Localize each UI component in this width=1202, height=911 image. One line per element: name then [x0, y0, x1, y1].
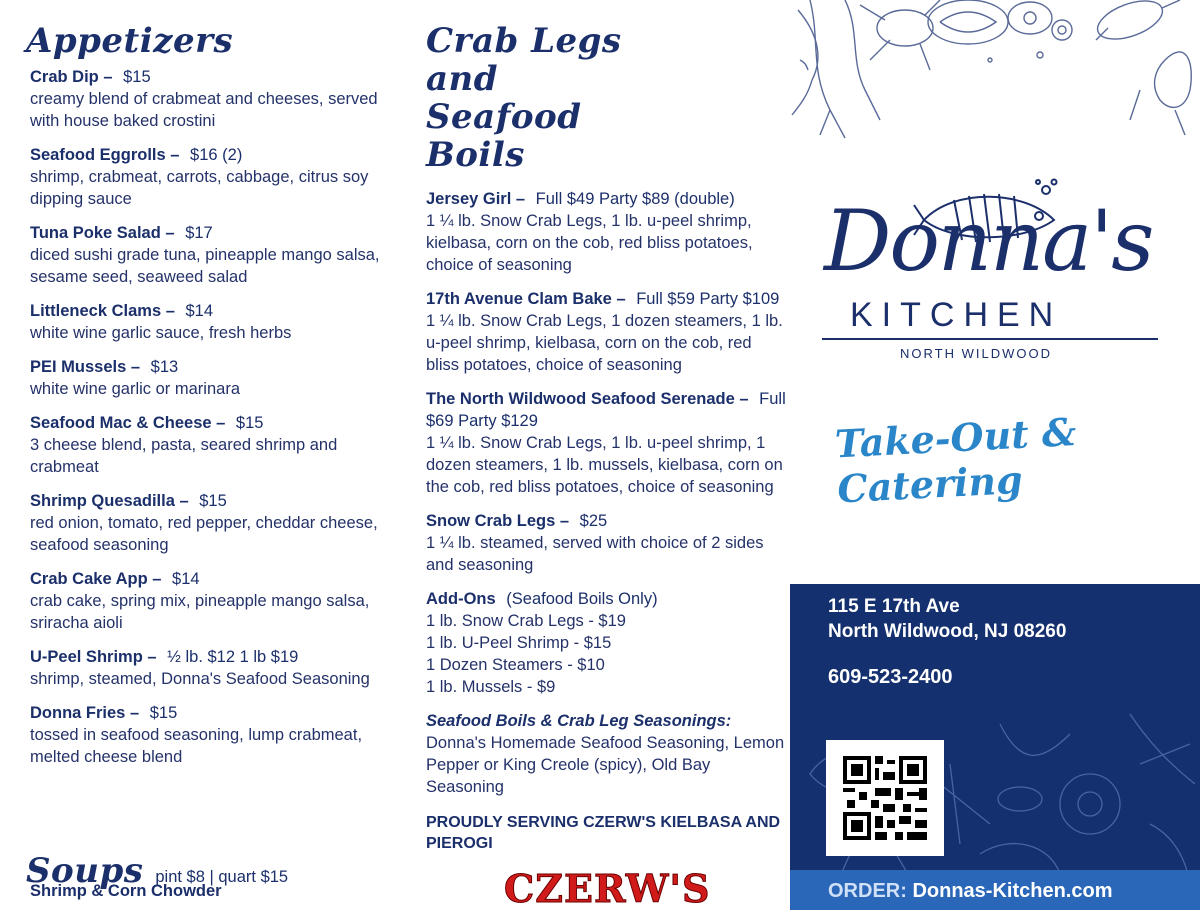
menu-item-dash: – — [611, 290, 631, 308]
menu-item-desc: crab cake, spring mix, pineapple mango salsa, sriracha aioli — [30, 592, 370, 632]
menu-item — [426, 288, 786, 376]
menu-item-dash: – — [211, 414, 230, 432]
brand-logo — [820, 178, 1170, 368]
logo-divider — [822, 338, 1158, 340]
menu-item — [426, 188, 786, 276]
menu-item-name: Tuna Poke Salad — [30, 224, 161, 242]
menu-item-desc: 3 cheese blend, pasta, seared shrimp and crabmeat — [30, 436, 338, 476]
addon-line: 1 lb. U-Peel Shrimp - $15 — [426, 634, 612, 652]
order-website[interactable] — [828, 880, 1112, 903]
boils-title-line1: Crab Legs and — [426, 21, 622, 99]
menu-item-dash: – — [161, 302, 180, 320]
menu-item-desc: shrimp, steamed, Donna's Seafood Seasoning — [30, 670, 370, 688]
order-label: ORDER: — [828, 880, 907, 902]
menu-item-dash: – — [142, 648, 162, 666]
seasonings-title: Seafood Boils & Crab Leg Seasonings: — [426, 712, 732, 730]
menu-item-name: Seafood Eggrolls — [30, 146, 166, 164]
brand-kitchen: KITCHEN — [850, 296, 1063, 334]
soup-item-name: Shrimp & Corn Chowder — [30, 882, 222, 900]
seafood-illustration — [790, 0, 1200, 140]
phone-number[interactable]: 609-523-2400 — [828, 666, 953, 688]
menu-item-desc: 1 ¼ lb. Snow Crab Legs, 1 lb. u-peel shrimp, kielbasa, corn on the cob, red bliss potatoes, choice of seasoning — [426, 212, 753, 274]
addons-note: (Seafood Boils Only) — [506, 590, 658, 608]
menu-item-price: Full $59 Party $109 — [636, 290, 780, 308]
czerw-logo — [504, 866, 711, 911]
menu-item-name: Crab Cake App — [30, 570, 148, 588]
menu-item — [426, 388, 786, 498]
menu-item-name: Donna Fries — [30, 704, 126, 722]
menu-item-name: Seafood Mac & Cheese — [30, 414, 212, 432]
menu-item-desc: 1 ¼ lb. steamed, served with choice of 2 sides and seasoning — [426, 534, 764, 574]
menu-item-dash: – — [511, 190, 530, 208]
menu-item-name: PEI Mussels — [30, 358, 127, 376]
menu-item-desc: white wine garlic sauce, fresh herbs — [30, 324, 292, 342]
menu-item-name: Crab Dip — [30, 68, 99, 86]
soups-title: Soups — [26, 851, 144, 891]
menu-item — [30, 568, 390, 634]
menu-item-dash: – — [160, 224, 180, 242]
menu-item-name: 17th Avenue Clam Bake — [426, 290, 612, 308]
order-site[interactable]: Donnas-Kitchen.com — [912, 880, 1113, 902]
boils-title-line2: Seafood Boils — [426, 97, 582, 175]
proudly-serving-text: PROUDLY SERVING CZERW'S KIELBASA AND PIEROGI — [426, 814, 781, 852]
menu-item-price: ½ lb. $12 1 lb $19 — [167, 648, 299, 666]
addons-name: Add-Ons — [426, 590, 496, 608]
menu-item-desc: 1 ¼ lb. Snow Crab Legs, 1 dozen steamers, 1 lb. u-peel shrimp, kielbasa, corn on the cob, red bliss potatoes, choice of seasoning — [426, 312, 783, 374]
brand-location: NORTH WILDWOOD — [900, 346, 1052, 361]
address-line1: 115 E 17th Ave — [828, 596, 960, 617]
menu-item-price: $13 — [150, 358, 179, 376]
menu-item-desc: white wine garlic or marinara — [30, 380, 240, 398]
menu-item-desc: tossed in seafood seasoning, lump crabmeat, melted cheese blend — [30, 726, 363, 766]
menu-item-desc: 1 ¼ lb. Snow Crab Legs, 1 lb. u-peel shrimp, 1 dozen steamers, 1 lb. mussels, kielbasa, corn on the cob, red bliss potatoes, choice of seasoning — [426, 434, 783, 496]
qr-code-icon — [826, 740, 944, 856]
menu-item-desc: diced sushi grade tuna, pineapple mango salsa, sesame seed, seaweed salad — [30, 246, 380, 286]
boils-column — [426, 0, 786, 911]
contact-panel — [790, 584, 1200, 900]
menu-item — [30, 144, 390, 210]
menu-item-name: U-Peel Shrimp — [30, 648, 143, 666]
menu-item-name: Snow Crab Legs — [426, 512, 556, 530]
soups-price: pint $8 | quart $15 — [155, 868, 289, 886]
menu-item-price: $15 — [149, 704, 178, 722]
menu-item — [30, 412, 390, 478]
menu-item — [426, 510, 786, 576]
menu-item-desc: shrimp, crabmeat, carrots, cabbage, citrus soy dipping sauce — [30, 168, 369, 208]
menu-item-dash: – — [174, 492, 194, 510]
menu-item-desc: creamy blend of crabmeat and cheeses, served with house baked crostini — [30, 90, 378, 130]
address — [828, 594, 1066, 644]
menu-item-dash: – — [125, 704, 144, 722]
tagline: Take-Out & Catering — [833, 408, 1078, 512]
brand-name: Donna's — [824, 192, 1153, 290]
menu-item-price: $14 — [172, 570, 200, 588]
addon-line: 1 Dozen Steamers - $10 — [426, 656, 605, 674]
addons-lines — [426, 610, 786, 698]
menu-item-dash: – — [165, 146, 185, 164]
menu-item-price: $15 — [235, 414, 264, 432]
menu-item — [30, 490, 390, 556]
address-line2: North Wildwood, NJ 08260 — [828, 621, 1067, 642]
menu-item — [30, 356, 390, 400]
menu-item-price: $25 — [579, 512, 608, 530]
qr-code[interactable] — [826, 740, 944, 856]
brand-column — [790, 0, 1200, 900]
menu-item-name: Littleneck Clams — [30, 302, 162, 320]
menu-item-dash: – — [147, 570, 167, 588]
menu-item-desc: red onion, tomato, red pepper, cheddar cheese, seafood seasoning — [30, 514, 378, 554]
appetizers-list — [30, 66, 390, 768]
addon-line: 1 lb. Snow Crab Legs - $19 — [426, 612, 626, 630]
menu-item-price: $15 — [123, 68, 151, 86]
menu-item-name: The North Wildwood Seafood Serenade — [426, 390, 735, 408]
addons-block — [426, 588, 786, 698]
boils-title — [426, 22, 686, 174]
menu-item-dash: – — [126, 358, 145, 376]
menu-item-price: Full $49 Party $89 (double) — [535, 190, 735, 208]
menu-item-name: Shrimp Quesadilla — [30, 492, 175, 510]
seasonings-text: Donna's Homemade Seafood Seasoning, Lemon Pepper or King Creole (spicy), Old Bay Seasoning — [426, 734, 785, 796]
appetizers-title: Appetizers — [26, 21, 234, 61]
menu-item — [30, 66, 390, 132]
menu-item-price: $14 — [185, 302, 214, 320]
menu-item-price: $16 (2) — [190, 146, 243, 164]
menu-item — [30, 300, 390, 344]
menu-item — [30, 646, 390, 690]
menu-item-price: $17 — [185, 224, 213, 242]
boils-list — [426, 188, 786, 576]
menu-item-price: $15 — [199, 492, 227, 510]
czerw-logo-text: CZERW'S — [504, 866, 711, 911]
menu-item-price: Full $69 Party $129 — [426, 390, 786, 430]
menu-item-dash: – — [98, 68, 118, 86]
menu-item-name: Jersey Girl — [426, 190, 512, 208]
menu-item — [30, 222, 390, 288]
addon-line: 1 lb. Mussels - $9 — [426, 678, 556, 696]
menu-item-dash: – — [555, 512, 574, 530]
seasonings-block — [426, 710, 786, 798]
menu-item — [30, 702, 390, 768]
menu-item-dash: – — [734, 390, 754, 408]
appetizers-column — [26, 0, 390, 900]
